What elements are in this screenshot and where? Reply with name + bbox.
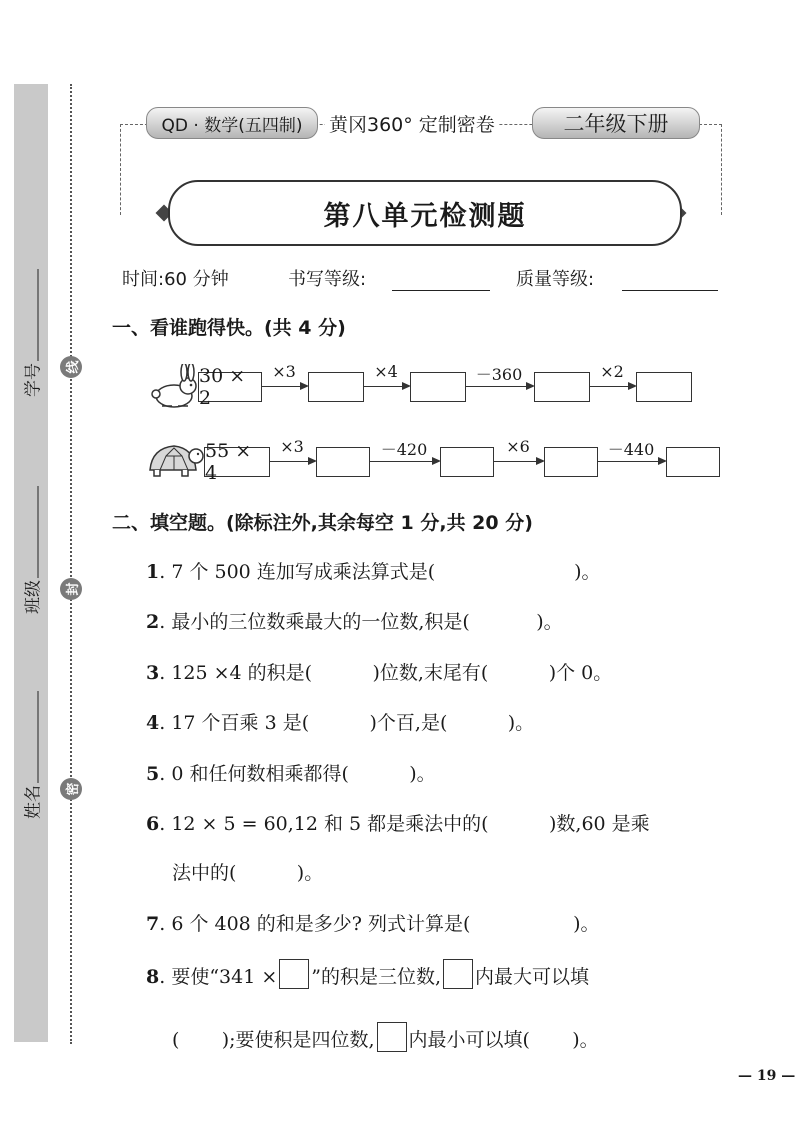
arrow — [363, 386, 409, 387]
turtle-answer-box-4[interactable] — [666, 447, 720, 477]
turtle-answer-box-2[interactable] — [440, 447, 494, 477]
question-8: 8. 要使“341 × ”的积是三位数, 内最大可以填 — [146, 959, 589, 989]
answer-square[interactable] — [279, 959, 309, 989]
turtle-start-box: 55 × 4 — [204, 447, 270, 477]
arrow — [465, 386, 533, 387]
question-6-continued: 法中的( )。 — [172, 862, 324, 884]
quality-grade-label: 质量等级: — [516, 269, 595, 290]
writing-grade-label: 书写等级: — [288, 269, 367, 290]
question-5: 5. 0 和任何数相乘都得( )。 — [146, 763, 436, 785]
student-id-field — [19, 269, 44, 397]
turtle-op-4: －440 — [607, 440, 655, 459]
name-label: 姓名 — [23, 785, 44, 819]
turtle-op-1: ×3 — [280, 437, 304, 456]
student-id-blank — [24, 269, 39, 361]
question-3: 3. 125 ×4 的积是( )位数,末尾有( )个 0。 — [146, 662, 613, 684]
turtle-answer-box-3[interactable] — [544, 447, 598, 477]
answer-square[interactable] — [377, 1022, 407, 1052]
seal-seal: 封 — [60, 578, 82, 600]
turtle-op-2: －420 — [380, 440, 428, 459]
rabbit-icon — [146, 364, 200, 410]
class-label: 班级 — [23, 580, 44, 614]
grade-tag: 二年级下册 — [532, 107, 700, 139]
name-field — [19, 691, 44, 819]
section2-heading: 二、填空题。(除标注外,其余每空 1 分,共 20 分) — [112, 512, 533, 534]
arrow — [369, 461, 439, 462]
seal-secret: 密 — [60, 778, 82, 800]
rabbit-start-box: 30 × 2 — [198, 372, 262, 402]
question-8-continued: ( );要使积是四位数, 内最小可以填( )。 — [172, 1022, 599, 1052]
cut-line — [70, 84, 72, 1044]
rabbit-answer-box-4[interactable] — [636, 372, 692, 402]
page-number: — 19 — — [738, 1068, 796, 1084]
question-2: 2. 最小的三位数乘最大的一位数,积是( )。 — [146, 611, 563, 633]
turtle-icon — [146, 440, 204, 480]
class-blank — [24, 486, 39, 578]
arrow — [597, 461, 665, 462]
question-1: 1. 7 个 500 连加写成乘法算式是( )。 — [146, 561, 601, 583]
rabbit-op-4: ×2 — [600, 362, 624, 381]
quality-grade-blank — [622, 290, 718, 291]
rabbit-op-1: ×3 — [272, 362, 296, 381]
rabbit-op-3: －360 — [475, 365, 523, 384]
series-tag: QD · 数学(五四制) — [146, 107, 318, 139]
class-field — [19, 486, 44, 614]
header-title: 黄冈360° 定制密卷 — [325, 110, 499, 137]
question-7: 7. 6 个 408 的和是多少? 列式计算是( )。 — [146, 913, 600, 935]
question-6: 6. 12 × 5 = 60,12 和 5 都是乘法中的( )数,60 是乘 — [146, 813, 650, 835]
arrow — [493, 461, 543, 462]
arrow — [261, 386, 307, 387]
turtle-op-3: ×6 — [506, 437, 530, 456]
seal-line: 线 — [60, 356, 82, 378]
question-4: 4. 17 个百乘 3 是( )个百,是( )。 — [146, 712, 535, 734]
arrow — [589, 386, 635, 387]
answer-square[interactable] — [443, 959, 473, 989]
time-info: 时间:60 分钟 — [122, 269, 229, 290]
unit-title: 第八单元检测题 — [168, 180, 682, 246]
turtle-answer-box-1[interactable] — [316, 447, 370, 477]
rabbit-op-2: ×4 — [374, 362, 398, 381]
name-blank — [24, 691, 39, 783]
section1-heading: 一、看谁跑得快。(共 4 分) — [112, 317, 346, 339]
student-id-label: 学号 — [23, 363, 44, 397]
rabbit-answer-box-2[interactable] — [410, 372, 466, 402]
writing-grade-blank — [392, 290, 490, 291]
arrow — [269, 461, 315, 462]
